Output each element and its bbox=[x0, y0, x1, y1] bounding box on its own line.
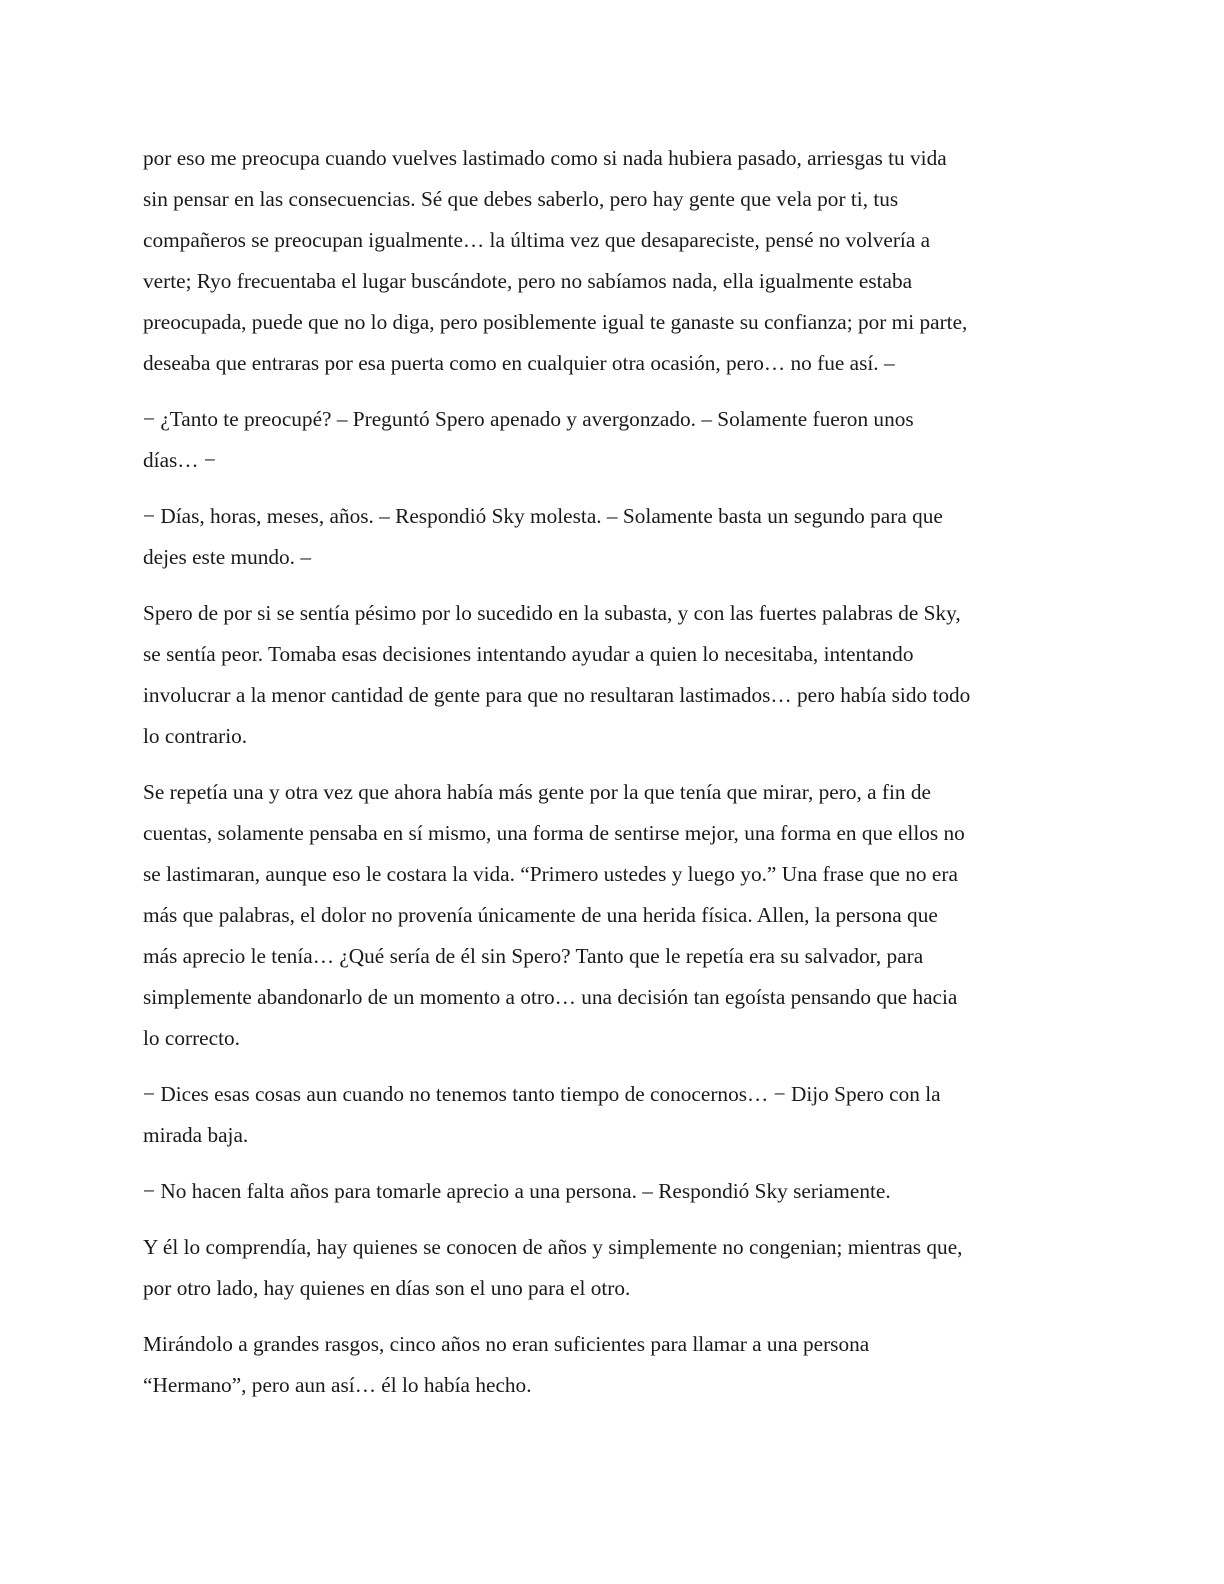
paragraph-4: Spero de por si se sentía pésimo por lo sucedido en la subasta, y con las fuertes palabras de Sky, se sentía peor. Tomaba esas decisiones intentando ayudar a quien lo necesitaba, intentando involucrar a la menor cantidad de gente para que no resultaran lastimados… pero había sido todo lo contrario. bbox=[143, 601, 971, 748]
paragraph-6: − Dices esas cosas aun cuando no tenemos tanto tiempo de conocernos… − Dijo Spero con la mirada baja. bbox=[143, 1082, 941, 1147]
paragraph-9: Mirándolo a grandes rasgos, cinco años no eran suficientes para llamar a una persona “Hermano”, pero aun así… él lo había hecho. bbox=[143, 1332, 870, 1397]
paragraph-5: Se repetía una y otra vez que ahora había más gente por la que tenía que mirar, pero, a fin de cuentas, solamente pensaba en sí mismo, una forma de sentirse mejor, una forma en que ellos no se lastimaran, aunque eso le costara la vida. “Primero ustedes y luego yo.” Una frase que no era más que palabras, el dolor no provenía únicamente de una herida física. Allen, la persona que más aprecio le tenía… ¿Qué sería de él sin Spero? Tanto que le repetía era su salvador, para simplemente abandonarlo de un momento a otro… una decisión tan egoísta pensando que hacia lo correcto. bbox=[143, 780, 965, 1050]
paragraph-3: − Días, horas, meses, años. – Respondió Sky molesta. – Solamente basta un segundo para que dejes este mundo. – bbox=[143, 504, 943, 569]
document-page bbox=[143, 138, 1073, 1421]
paragraph-8: Y él lo comprendía, hay quienes se conocen de años y simplemente no congenian; mientras que, por otro lado, hay quienes en días son el uno para el otro. bbox=[143, 1235, 963, 1300]
paragraph-7: − No hacen falta años para tomarle aprecio a una persona. – Respondió Sky seriamente. bbox=[143, 1179, 891, 1203]
paragraph-1: por eso me preocupa cuando vuelves lastimado como si nada hubiera pasado, arriesgas tu vida sin pensar en las consecuencias. Sé que debes saberlo, pero hay gente que vela por ti, tus compañeros se preocupan igualmente… la última vez que desapareciste, pensé no volvería a verte; Ryo frecuentaba el lugar buscándote, pero no sabíamos nada, ella igualmente estaba preocupada, puede que no lo diga, pero posiblemente igual te ganaste su confianza; por mi parte, deseaba que entraras por esa puerta como en cualquier otra ocasión, pero… no fue así. – bbox=[143, 146, 968, 375]
paragraph-2: − ¿Tanto te preocupé? – Preguntó Spero apenado y avergonzado. – Solamente fueron unos días… − bbox=[143, 407, 914, 472]
